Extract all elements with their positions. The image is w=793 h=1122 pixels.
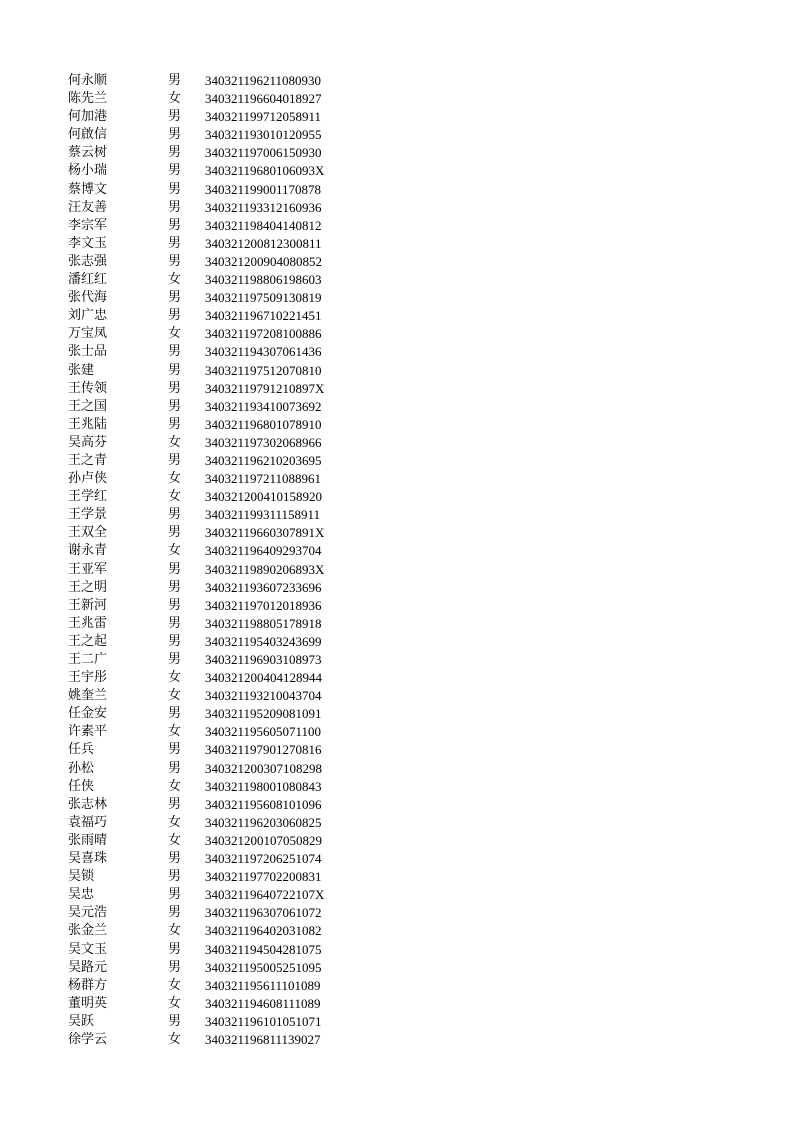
id-number-cell: 340321193607233696 xyxy=(205,579,322,595)
name-cell: 万宝凤 xyxy=(68,326,108,342)
name-cell: 张雨晴 xyxy=(68,832,108,848)
name-cell: 王之国 xyxy=(68,398,108,414)
table-row xyxy=(68,506,368,524)
table-row xyxy=(68,325,368,343)
id-number-cell: 340321197509130819 xyxy=(205,290,322,306)
table-row xyxy=(68,398,368,416)
id-number-cell: 340321194608111089 xyxy=(205,995,321,1011)
table-row xyxy=(68,343,368,361)
id-number-cell: 340321195611101089 xyxy=(205,977,321,993)
name-cell: 吴跃 xyxy=(68,1013,95,1029)
gender-cell: 男 xyxy=(168,760,182,776)
id-number-cell: 340321200410158920 xyxy=(205,489,322,505)
name-cell: 王新河 xyxy=(68,597,108,613)
table-row xyxy=(68,126,368,144)
table-row xyxy=(68,271,368,289)
table-row xyxy=(68,886,368,904)
table-row xyxy=(68,307,368,325)
table-row xyxy=(68,760,368,778)
table-row xyxy=(68,416,368,434)
id-number-cell: 34032119680106093X xyxy=(205,163,325,179)
name-cell: 孙卢侠 xyxy=(68,471,108,487)
name-cell: 潘红红 xyxy=(68,272,108,288)
gender-cell: 女 xyxy=(168,670,182,686)
gender-cell: 男 xyxy=(168,398,182,414)
gender-cell: 男 xyxy=(168,742,182,758)
table-row xyxy=(68,995,368,1013)
name-cell: 何啟信 xyxy=(68,127,108,143)
name-cell: 杨群方 xyxy=(68,977,108,993)
table-row xyxy=(68,904,368,922)
name-cell: 蔡云树 xyxy=(68,145,108,161)
table-row xyxy=(68,778,368,796)
name-cell: 任金安 xyxy=(68,706,108,722)
table-row xyxy=(68,687,368,705)
id-number-cell: 340321193210043704 xyxy=(205,688,322,704)
table-row xyxy=(68,669,368,687)
id-number-cell: 340321199311158911 xyxy=(205,507,321,523)
table-row xyxy=(68,470,368,488)
table-row xyxy=(68,850,368,868)
id-number-cell: 340321197512070810 xyxy=(205,362,322,378)
gender-cell: 男 xyxy=(168,416,182,432)
name-cell: 王之青 xyxy=(68,452,108,468)
gender-cell: 男 xyxy=(168,796,182,812)
gender-cell: 男 xyxy=(168,706,182,722)
gender-cell: 男 xyxy=(168,652,182,667)
gender-cell: 男 xyxy=(168,290,182,306)
id-number-cell: 340321196811139027 xyxy=(205,1031,321,1047)
table-row xyxy=(68,579,368,597)
name-cell: 任侠 xyxy=(68,778,95,794)
name-cell: 张代海 xyxy=(68,290,108,306)
id-number-cell: 340321197012018936 xyxy=(205,597,322,613)
gender-cell: 男 xyxy=(168,380,182,396)
name-cell: 吴高芬 xyxy=(68,434,108,450)
id-number-cell: 340321198001080843 xyxy=(205,778,322,794)
id-number-cell: 340321196203060825 xyxy=(205,814,322,830)
table-row xyxy=(68,633,368,651)
id-number-cell: 340321196211080930 xyxy=(205,73,322,88)
table-row xyxy=(68,723,368,741)
table-row xyxy=(68,452,368,470)
name-cell: 王之明 xyxy=(68,579,108,595)
name-cell: 王二广 xyxy=(68,652,108,667)
gender-cell: 男 xyxy=(168,633,182,649)
gender-cell: 女 xyxy=(168,543,182,559)
gender-cell: 男 xyxy=(168,163,182,179)
id-number-cell: 340321200812300811 xyxy=(205,235,322,251)
id-number-cell: 34032119791210897X xyxy=(205,380,325,396)
id-number-cell: 340321196801078910 xyxy=(205,416,322,432)
id-number-cell: 340321197006150930 xyxy=(205,145,322,161)
gender-cell: 女 xyxy=(168,1031,182,1047)
name-cell: 吴忠 xyxy=(68,887,95,903)
gender-cell: 女 xyxy=(168,977,182,993)
name-cell: 吴路元 xyxy=(68,959,108,975)
table-row xyxy=(68,289,368,307)
table-row xyxy=(68,1031,368,1049)
gender-cell: 男 xyxy=(168,869,182,885)
name-cell: 董明英 xyxy=(68,995,108,1011)
name-cell: 王宇彤 xyxy=(68,670,108,686)
id-number-cell: 340321195403243699 xyxy=(205,633,322,649)
id-number-cell: 340321199712058911 xyxy=(205,109,322,125)
table-row xyxy=(68,108,368,126)
table-row xyxy=(68,235,368,253)
gender-cell: 男 xyxy=(168,597,182,613)
table-row xyxy=(68,199,368,217)
name-cell: 何加港 xyxy=(68,109,108,125)
id-number-cell: 340321197206251074 xyxy=(205,851,322,867)
name-cell: 谢永青 xyxy=(68,543,108,559)
id-number-cell: 340321197901270816 xyxy=(205,742,322,758)
name-cell: 张士品 xyxy=(68,344,108,360)
id-number-cell: 340321197302068966 xyxy=(205,434,322,450)
id-number-cell: 340321195608101096 xyxy=(205,796,322,812)
id-number-cell: 340321196402031082 xyxy=(205,923,322,939)
id-number-cell: 340321197211088961 xyxy=(205,471,322,487)
gender-cell: 女 xyxy=(168,724,182,740)
name-cell: 吴文玉 xyxy=(68,941,108,957)
table-row xyxy=(68,597,368,615)
gender-cell: 男 xyxy=(168,452,182,468)
id-number-cell: 340321196210203695 xyxy=(205,452,322,468)
table-row xyxy=(68,651,368,669)
gender-cell: 女 xyxy=(168,434,182,450)
id-number-cell: 340321193312160936 xyxy=(205,199,322,215)
id-number-cell: 340321199001170878 xyxy=(205,181,322,197)
name-cell: 徐学云 xyxy=(68,1031,108,1047)
id-number-cell: 340321200904080852 xyxy=(205,253,322,269)
gender-cell: 男 xyxy=(168,253,182,269)
name-cell: 王之起 xyxy=(68,633,108,649)
name-cell: 许素平 xyxy=(68,724,108,740)
id-number-cell: 340321193410073692 xyxy=(205,398,322,414)
table-row xyxy=(68,181,368,199)
table-row xyxy=(68,362,368,380)
name-cell: 袁福巧 xyxy=(68,814,108,830)
id-number-cell: 340321196604018927 xyxy=(205,91,322,107)
gender-cell: 女 xyxy=(168,471,182,487)
table-row xyxy=(68,615,368,633)
table-row xyxy=(68,253,368,271)
gender-cell: 女 xyxy=(168,778,182,794)
id-number-cell: 340321193010120955 xyxy=(205,127,322,143)
name-cell: 吴元浩 xyxy=(68,905,108,921)
name-cell: 汪友善 xyxy=(68,199,108,215)
id-number-cell: 340321194504281075 xyxy=(205,941,322,957)
id-number-cell: 340321200107050829 xyxy=(205,832,322,848)
id-number-cell: 340321196903108973 xyxy=(205,652,322,667)
gender-cell: 女 xyxy=(168,814,182,830)
name-cell: 王亚军 xyxy=(68,561,108,577)
gender-cell: 男 xyxy=(168,851,182,867)
table-row xyxy=(68,868,368,886)
gender-cell: 女 xyxy=(168,272,182,288)
name-cell: 姚奎兰 xyxy=(68,688,108,704)
table-row xyxy=(68,162,368,180)
gender-cell: 男 xyxy=(168,235,182,251)
gender-cell: 男 xyxy=(168,579,182,595)
name-cell: 李文玉 xyxy=(68,235,108,251)
table-row xyxy=(68,434,368,452)
table-row xyxy=(68,90,368,108)
id-number-cell: 34032119660307891X xyxy=(205,525,325,541)
gender-cell: 男 xyxy=(168,145,182,161)
gender-cell: 男 xyxy=(168,73,182,88)
table-row xyxy=(68,941,368,959)
gender-cell: 男 xyxy=(168,127,182,143)
table-row xyxy=(68,217,368,235)
gender-cell: 男 xyxy=(168,507,182,523)
id-number-cell: 340321194307061436 xyxy=(205,344,322,360)
name-cell: 吴锁 xyxy=(68,869,95,885)
id-number-cell: 340321196710221451 xyxy=(205,308,322,324)
gender-cell: 男 xyxy=(168,887,182,903)
name-cell: 蔡博文 xyxy=(68,181,108,197)
gender-cell: 女 xyxy=(168,688,182,704)
gender-cell: 男 xyxy=(168,217,182,233)
name-cell: 吴喜珠 xyxy=(68,851,108,867)
name-cell: 王学景 xyxy=(68,507,108,523)
name-cell: 任兵 xyxy=(68,742,95,758)
gender-cell: 女 xyxy=(168,995,182,1011)
name-cell: 何永顺 xyxy=(68,73,108,88)
id-number-cell: 340321195209081091 xyxy=(205,706,322,722)
name-cell: 张志林 xyxy=(68,796,108,812)
name-cell: 王传领 xyxy=(68,380,108,396)
table-row xyxy=(68,524,368,542)
gender-cell: 男 xyxy=(168,199,182,215)
id-number-cell: 340321198404140812 xyxy=(205,217,322,233)
gender-cell: 男 xyxy=(168,109,182,125)
gender-cell: 女 xyxy=(168,923,182,939)
table-row xyxy=(68,832,368,850)
table-row xyxy=(68,977,368,995)
name-cell: 王双全 xyxy=(68,525,108,541)
table-row xyxy=(68,488,368,506)
gender-cell: 男 xyxy=(168,561,182,577)
id-number-cell: 340321197702200831 xyxy=(205,869,322,885)
name-cell: 张建 xyxy=(68,362,95,378)
roster-table xyxy=(68,72,368,1049)
table-row xyxy=(68,144,368,162)
name-cell: 刘广忠 xyxy=(68,308,108,324)
id-number-cell: 340321200307108298 xyxy=(205,760,322,776)
name-cell: 杨小瑞 xyxy=(68,163,108,179)
table-row xyxy=(68,1013,368,1031)
gender-cell: 女 xyxy=(168,91,182,107)
id-number-cell: 340321196307061072 xyxy=(205,905,322,921)
id-number-cell: 340321196409293704 xyxy=(205,543,322,559)
name-cell: 陈先兰 xyxy=(68,91,108,107)
name-cell: 王兆雷 xyxy=(68,615,108,631)
id-number-cell: 340321200404128944 xyxy=(205,670,322,686)
table-row xyxy=(68,72,368,90)
name-cell: 张志强 xyxy=(68,253,108,269)
id-number-cell: 340321195005251095 xyxy=(205,959,322,975)
gender-cell: 男 xyxy=(168,615,182,631)
table-row xyxy=(68,796,368,814)
table-row xyxy=(68,542,368,560)
name-cell: 李宗军 xyxy=(68,217,108,233)
table-row xyxy=(68,922,368,940)
gender-cell: 男 xyxy=(168,181,182,197)
table-row xyxy=(68,741,368,759)
gender-cell: 男 xyxy=(168,308,182,324)
table-row xyxy=(68,959,368,977)
name-cell: 王兆陆 xyxy=(68,416,108,432)
gender-cell: 男 xyxy=(168,344,182,360)
name-cell: 王学红 xyxy=(68,489,108,505)
id-number-cell: 340321198805178918 xyxy=(205,615,322,631)
name-cell: 孙松 xyxy=(68,760,95,776)
gender-cell: 男 xyxy=(168,959,182,975)
gender-cell: 男 xyxy=(168,941,182,957)
gender-cell: 女 xyxy=(168,832,182,848)
id-number-cell: 340321197208100886 xyxy=(205,326,322,342)
id-number-cell: 34032119640722107X xyxy=(205,887,325,903)
id-number-cell: 340321196101051071 xyxy=(205,1013,322,1029)
gender-cell: 男 xyxy=(168,525,182,541)
table-row xyxy=(68,705,368,723)
gender-cell: 男 xyxy=(168,905,182,921)
name-cell: 张金兰 xyxy=(68,923,108,939)
table-row xyxy=(68,380,368,398)
gender-cell: 男 xyxy=(168,1013,182,1029)
table-row xyxy=(68,814,368,832)
id-number-cell: 340321195605071100 xyxy=(205,724,322,740)
gender-cell: 女 xyxy=(168,326,182,342)
id-number-cell: 34032119890206893X xyxy=(205,561,325,577)
gender-cell: 女 xyxy=(168,489,182,505)
id-number-cell: 340321198806198603 xyxy=(205,272,322,288)
gender-cell: 男 xyxy=(168,362,182,378)
table-row xyxy=(68,561,368,579)
